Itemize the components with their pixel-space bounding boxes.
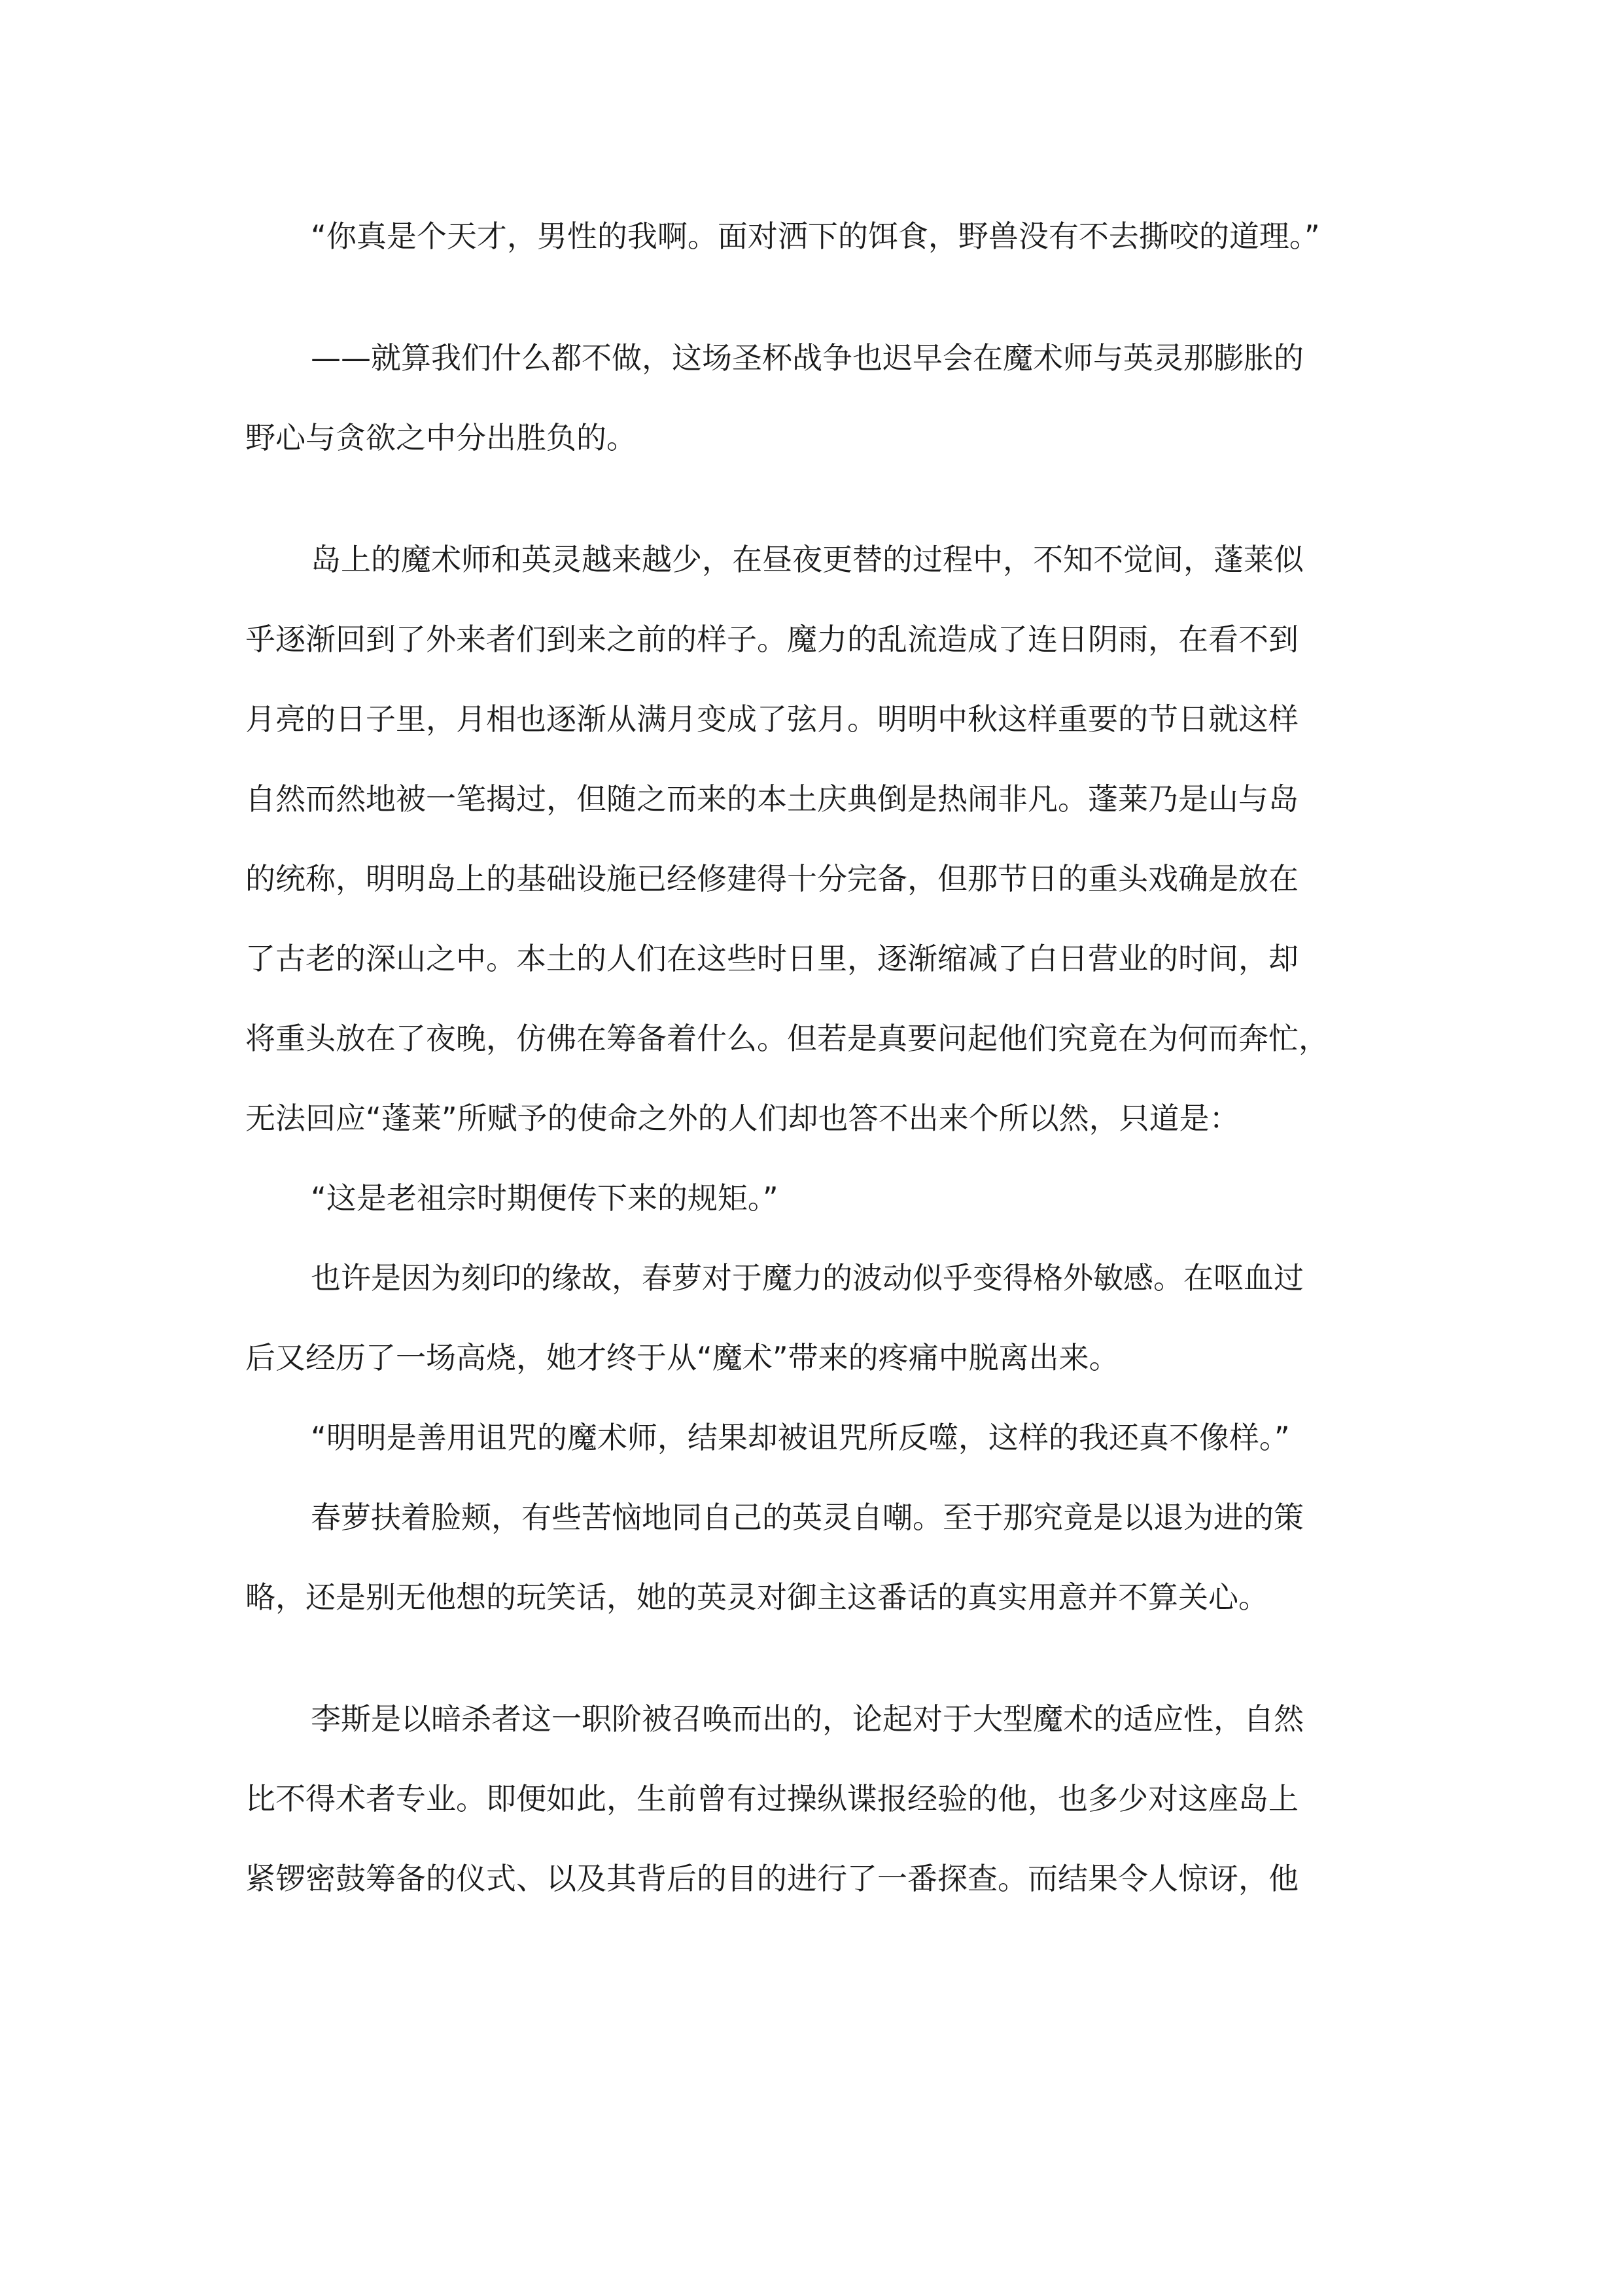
paragraph-line: 的统称，明明岛上的基础设施已经修建得十分完备，但那节日的重头戏确是放在 — [245, 861, 1299, 896]
paragraph-line: 略，还是别无他想的玩笑话，她的英灵对御主这番话的真实用意并不算关心。 — [245, 1580, 1268, 1615]
paragraph-line: 乎逐渐回到了外来者们到来之前的样子。魔力的乱流造成了连日阴雨，在看不到 — [245, 622, 1299, 657]
paragraph-4 — [245, 1173, 1390, 1252]
paragraph-line: “这是老祖宗时期便传下来的规矩。” — [311, 1180, 778, 1216]
paragraph-line: 岛上的魔术师和英灵越来越少，在昼夜更替的过程中，不知不觉间，蓬莱似 — [311, 542, 1304, 577]
paragraph-line: “明明是善用诅咒的魔术师，结果却被诅咒所反噬，这样的我还真不像样。” — [311, 1420, 1290, 1455]
paragraph-8 — [245, 1693, 1390, 1933]
paragraph-3 — [245, 534, 1390, 1173]
paragraph-line: ——就算我们什么都不做，这场圣杯战争也迟早会在魔术师与英灵那膨胀的 — [311, 340, 1304, 376]
paragraph-line: 野心与贪欲之中分出胜负的。 — [245, 420, 637, 455]
paragraph-line: 后又经历了一场高烧，她才终于从“魔术”带来的疼痛中脱离出来。 — [245, 1340, 1119, 1375]
paragraph-6 — [245, 1412, 1390, 1492]
paragraph-1 — [245, 211, 1390, 291]
paragraph-line: 自然而然地被一笔揭过，但随之而来的本土庆典倒是热闹非凡。蓬莱乃是山与岛 — [245, 781, 1299, 817]
paragraph-line: 春萝扶着脸颊，有些苦恼地同自己的英灵自嘲。至于那究竟是以退为进的策 — [311, 1500, 1304, 1535]
paragraph-7 — [245, 1492, 1390, 1651]
paragraph-line: 也许是因为刻印的缘故，春萝对于魔力的波动似乎变得格外敏感。在呕血过 — [311, 1260, 1304, 1296]
paragraph-line: 李斯是以暗杀者这一职阶被召唤而出的，论起对于大型魔术的适应性，自然 — [311, 1701, 1304, 1737]
paragraph-2 — [245, 332, 1390, 492]
paragraph-line: 将重头放在了夜晚，仿佛在筹备着什么。但若是真要问起他们究竟在为何而奔忙， — [245, 1021, 1329, 1056]
document-body — [245, 211, 1390, 1933]
paragraph-line: 比不得术者专业。即便如此，生前曾有过操纵谍报经验的他，也多少对这座岛上 — [245, 1781, 1299, 1816]
paragraph-line: 无法回应“蓬莱”所赋予的使命之外的人们却也答不出来个所以然，只道是： — [245, 1101, 1240, 1136]
paragraph-5 — [245, 1252, 1390, 1412]
paragraph-line: 月亮的日子里，月相也逐渐从满月变成了弦月。明明中秋这样重要的节日就这样 — [245, 701, 1299, 737]
paragraph-line: 紧锣密鼓筹备的仪式、以及其背后的目的进行了一番探查。而结果令人惊讶，他 — [245, 1861, 1299, 1896]
paragraph-line: “你真是个天才，男性的我啊。面对洒下的饵食，野兽没有不去撕咬的道理。” — [311, 219, 1320, 254]
paragraph-line: 了古老的深山之中。本土的人们在这些时日里，逐渐缩减了白日营业的时间，却 — [245, 941, 1299, 976]
